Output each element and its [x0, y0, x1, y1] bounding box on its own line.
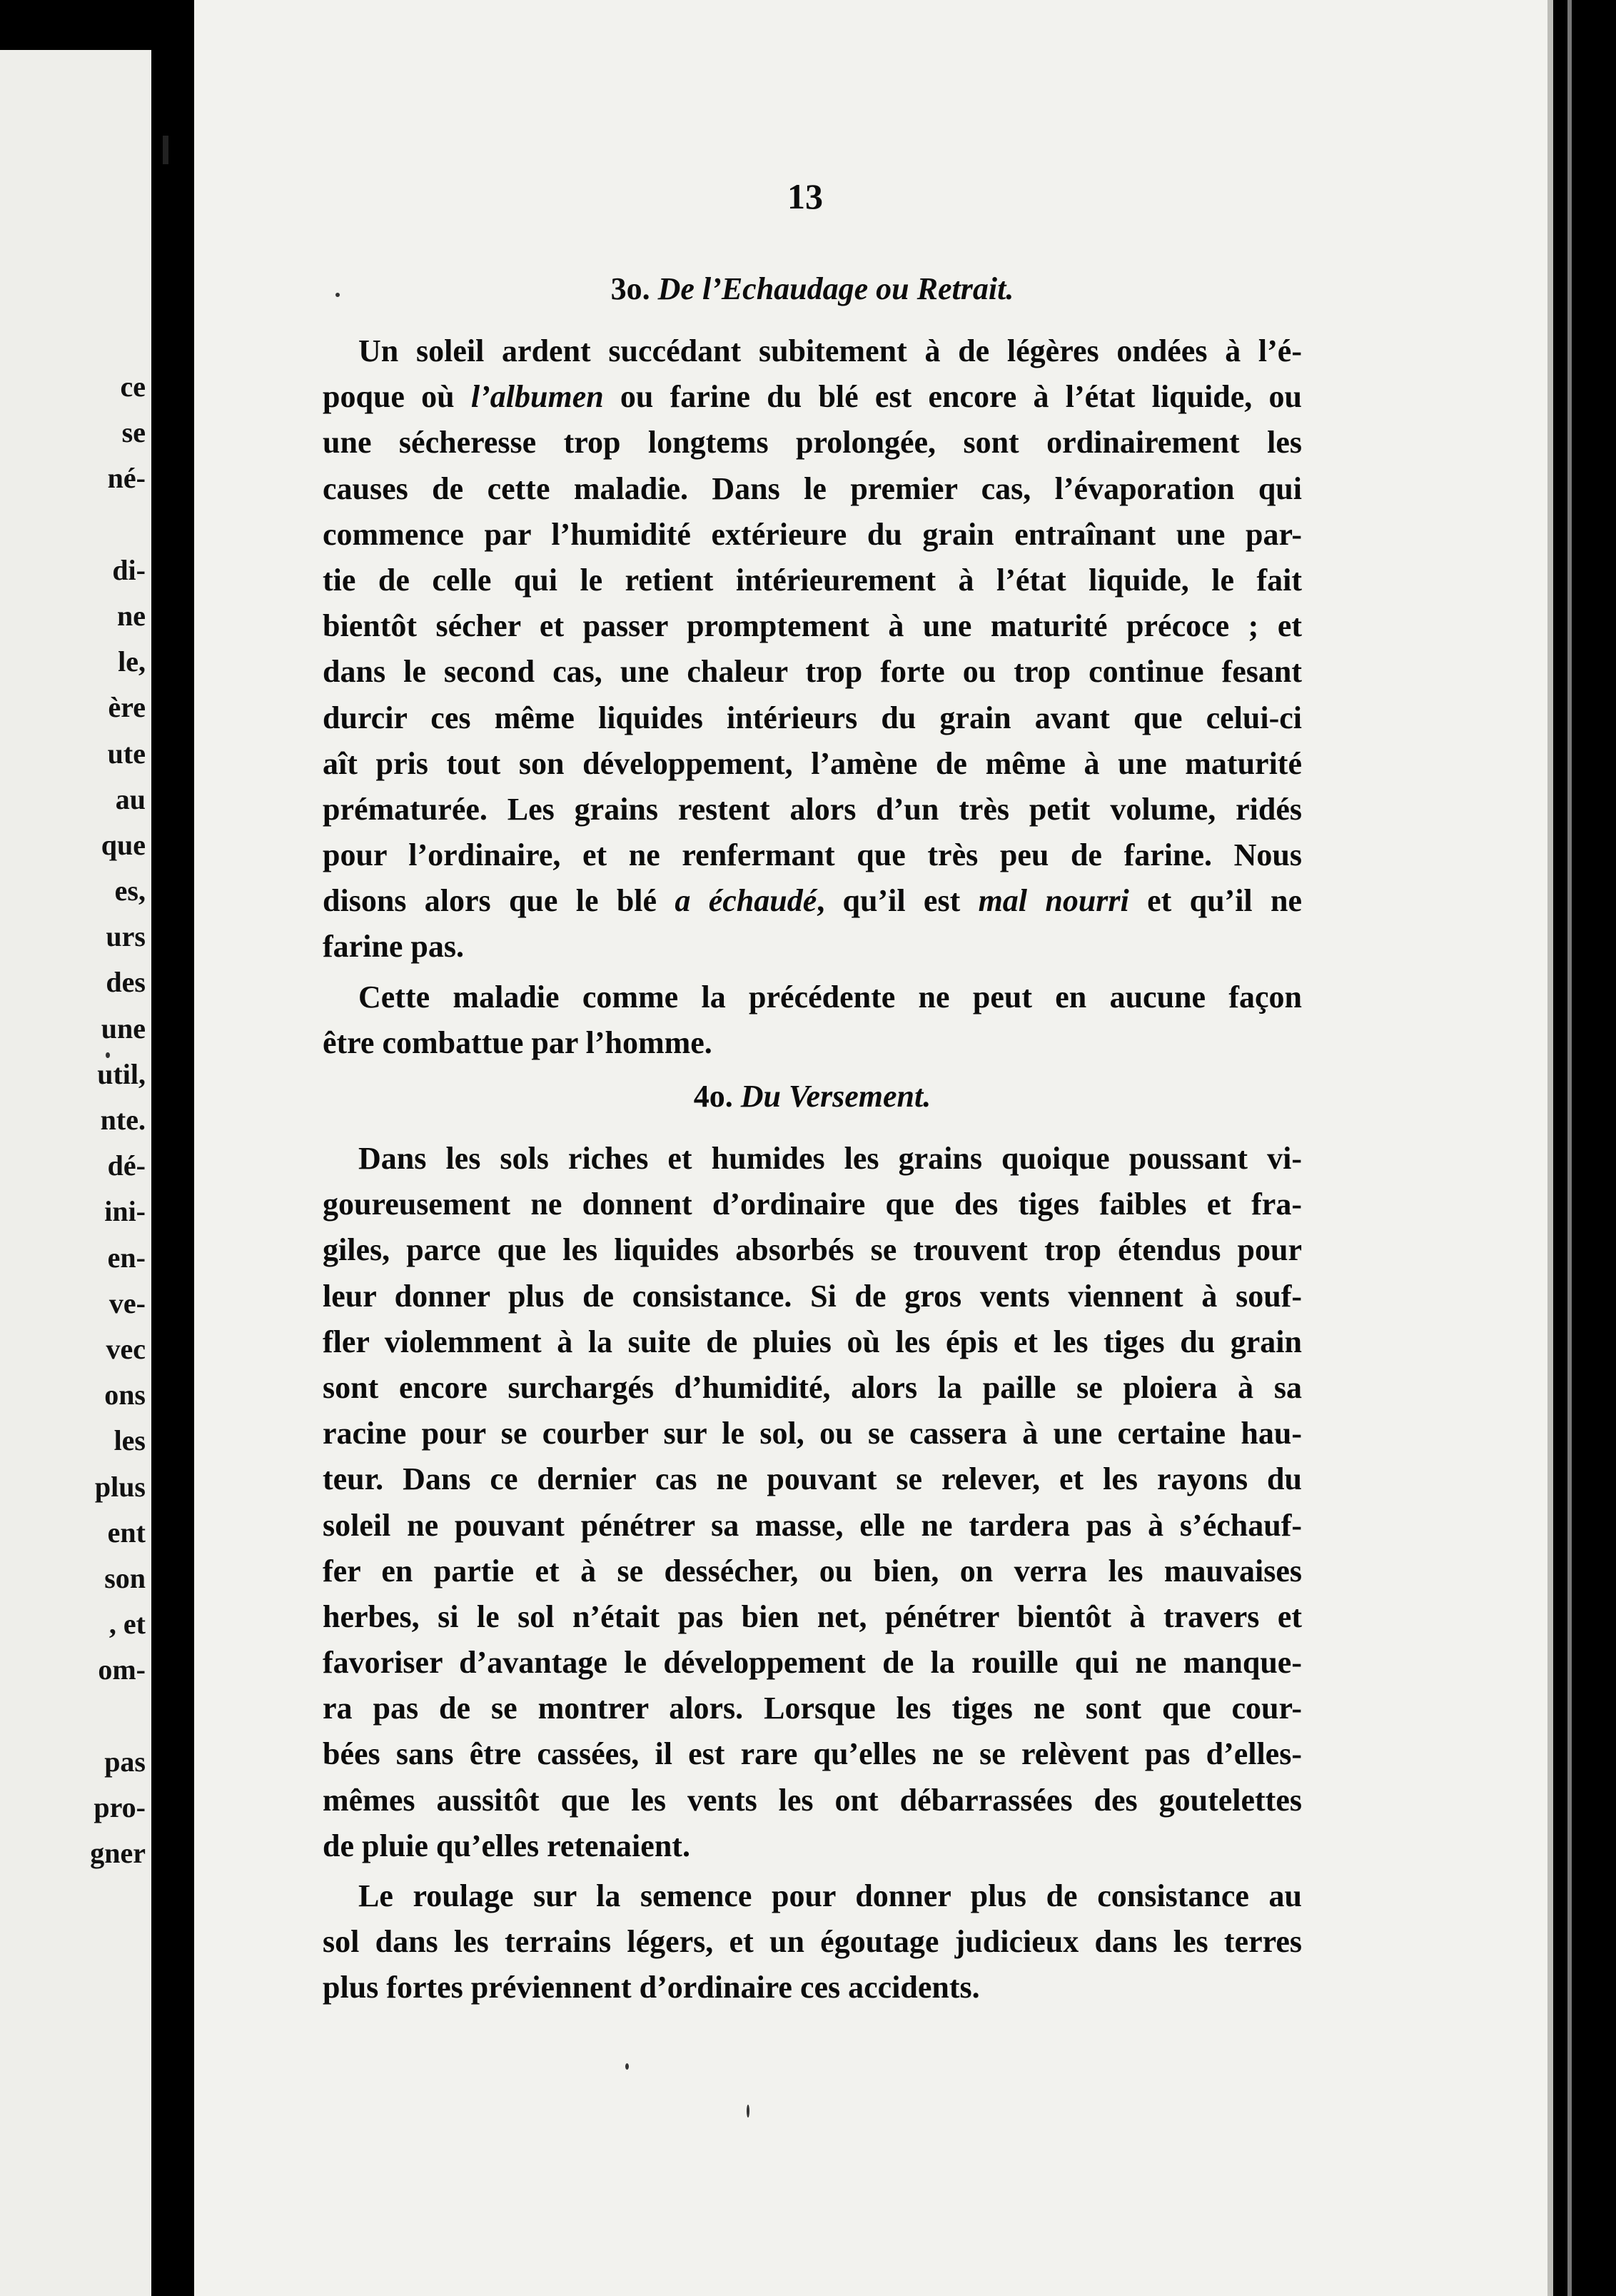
text-line: sont encore surchargés d’humidité, alors la paille se ploiera à sa	[323, 1369, 1302, 1405]
text-line: favoriser d’avantage le développement de la rouille qui ne manque-	[323, 1645, 1302, 1681]
text-line: plus fortes préviennent d’ordinaire ces accidents.	[323, 1970, 980, 2005]
text-line: fler violemment à la suite de pluies où les épis et les tiges du grain	[323, 1324, 1302, 1359]
left-page-fragment: di-	[112, 553, 146, 586]
text-line: herbes, si le sol n’était pas bien net, pénétrer bientôt à travers et	[323, 1598, 1302, 1634]
text-line: goureusement ne donnent d’ordinaire que des tiges faibles et fra-	[323, 1187, 1302, 1222]
text-line: prématurée. Les grains restent alors d’un très petit volume, ridés	[323, 791, 1302, 827]
text-line: aît pris tout son développement, l’amène de même à une maturité	[323, 745, 1302, 781]
section-title: De l’Echaudage ou Retrait.	[657, 271, 1014, 306]
left-page-fragment: son	[104, 1561, 146, 1594]
left-page-text-fragments	[90, 364, 146, 1876]
speck	[106, 1052, 110, 1058]
text-line: fer en partie et à se dessécher, ou bien, on verra les mauvaises	[323, 1553, 1302, 1588]
left-page-fragment: pas	[104, 1745, 146, 1778]
left-page-fragment: le,	[118, 645, 146, 678]
text-line: dans le second cas, une chaleur trop forte ou trop continue fesant	[323, 654, 1302, 690]
left-page-fragment: des	[106, 966, 146, 999]
speck	[335, 293, 340, 297]
section-echaudage	[323, 264, 1302, 1066]
text-line: être combattue par l’homme.	[323, 1024, 712, 1060]
left-page-fragment: ini-	[104, 1195, 146, 1228]
speck	[747, 2105, 749, 2118]
paragraph	[323, 328, 1302, 970]
left-page-fragment: ent	[107, 1516, 146, 1549]
left-page-fragment: que	[101, 828, 146, 861]
left-page-fragment: ve-	[108, 1287, 146, 1319]
text-line: Cette maladie comme la précédente ne peut en aucune façon	[358, 979, 1302, 1014]
text-line: bientôt sécher et passer promptement à une maturité précoce ; et	[323, 608, 1302, 644]
text-line: poque où l’albumen ou farine du blé est encore à l’état liquide, ou	[323, 379, 1302, 415]
speck	[625, 2063, 629, 2070]
left-page-fragment: util,	[97, 1057, 146, 1090]
page-content	[323, 171, 1302, 2011]
left-page-fragment: ce	[120, 371, 146, 403]
section-number: 3o.	[610, 271, 650, 306]
text-line: leur donner plus de consistance. Si de gros vents viennent à souf-	[323, 1278, 1302, 1314]
left-page-fragment: gner	[90, 1837, 146, 1869]
page-right-edge-shadow	[1567, 0, 1572, 2296]
left-page-fragment: au	[115, 782, 146, 815]
left-page-fragment: , et	[108, 1608, 146, 1641]
left-page-fragment: né-	[107, 462, 146, 495]
left-facing-page	[0, 50, 151, 2296]
text-line: ra pas de se montrer alors. Lorsque les tiges ne sont que cour-	[323, 1691, 1302, 1726]
paragraph	[323, 1873, 1302, 2011]
paragraph	[323, 1136, 1302, 1869]
text-line: durcir ces même liquides intérieurs du grain avant que celui-ci	[323, 700, 1302, 735]
left-page-fragment: dé-	[107, 1149, 146, 1182]
left-page-fragment: es,	[114, 875, 146, 907]
left-page-fragment: se	[121, 416, 146, 449]
left-page-fragment: les	[113, 1424, 146, 1457]
left-page-fragment: ère	[108, 691, 146, 724]
text-line: commence par l’humidité extérieure du grain entraînant une par-	[323, 516, 1302, 552]
text-line: soleil ne pouvant pénétrer sa masse, elle ne tardera pas à s’échauf-	[323, 1507, 1302, 1543]
text-line: bées sans être cassées, il est rare qu’elles ne se relèvent pas d’elles-	[323, 1736, 1302, 1772]
section-number: 4o.	[693, 1079, 733, 1114]
text-line: disons alors que le blé a échaudé, qu’il est mal nourri et qu’il ne	[323, 883, 1302, 919]
text-line: teur. Dans ce dernier cas ne pouvant se relever, et les rayons du	[323, 1461, 1302, 1497]
text-line: Le roulage sur la semence pour donner plus de consistance au	[358, 1878, 1302, 1913]
text-line: giles, parce que les liquides absorbés se trouvent trop étendus pour	[323, 1232, 1302, 1268]
left-page-fragment: om-	[98, 1653, 146, 1686]
text-line: de pluie qu’elles retenaient.	[323, 1828, 690, 1863]
page-number: 13	[787, 176, 823, 216]
left-page-fragment: urs	[106, 920, 146, 953]
left-page-fragment: nte.	[100, 1104, 146, 1136]
text-line: farine pas.	[323, 929, 464, 965]
text-line: sol dans les terrains légers, et un égoutage judicieux dans les terres	[323, 1924, 1302, 1960]
left-page-fragment: vec	[106, 1332, 146, 1365]
section-title: Du Versement.	[740, 1079, 931, 1114]
text-line: pour l’ordinaire, et ne renfermant que très peu de farine. Nous	[323, 837, 1302, 873]
text-line: racine pour se courber sur le sol, ou se cassera à une certaine hau-	[323, 1416, 1302, 1451]
section-heading	[323, 1072, 1302, 1122]
left-page-fragment: plus	[94, 1470, 146, 1503]
left-page-fragment: pro-	[94, 1791, 146, 1823]
text-line: mêmes aussitôt que les vents les ont débarrassées des goutelettes	[323, 1782, 1302, 1818]
text-line: Dans les sols riches et humides les grains quoique poussant vi-	[358, 1141, 1302, 1176]
left-page-fragment: ute	[107, 737, 146, 770]
page-right-edge	[1547, 0, 1553, 2296]
text-line: tie de celle qui le retient intérieurement à l’état liquide, le fait	[323, 562, 1302, 598]
left-page-fragment	[90, 502, 146, 548]
text-line: Un soleil ardent succédant subitement à de légères ondées à l’é-	[358, 333, 1302, 368]
text-line: causes de cette maladie. Dans le premier cas, l’évaporation qui	[323, 470, 1302, 506]
left-page-fragment: une	[101, 1012, 146, 1044]
left-page-fragment	[90, 1693, 146, 1738]
left-page-fragment: ne	[117, 599, 146, 632]
text-line: une sécheresse trop longtems prolongée, sont ordinairement les	[323, 425, 1302, 460]
left-page-fragment: en-	[107, 1241, 146, 1274]
gutter-mark	[163, 136, 168, 164]
section-heading	[323, 264, 1302, 314]
section-versement	[323, 1072, 1302, 2011]
left-page-fragment: ons	[104, 1379, 146, 1411]
paragraph	[323, 975, 1302, 1066]
